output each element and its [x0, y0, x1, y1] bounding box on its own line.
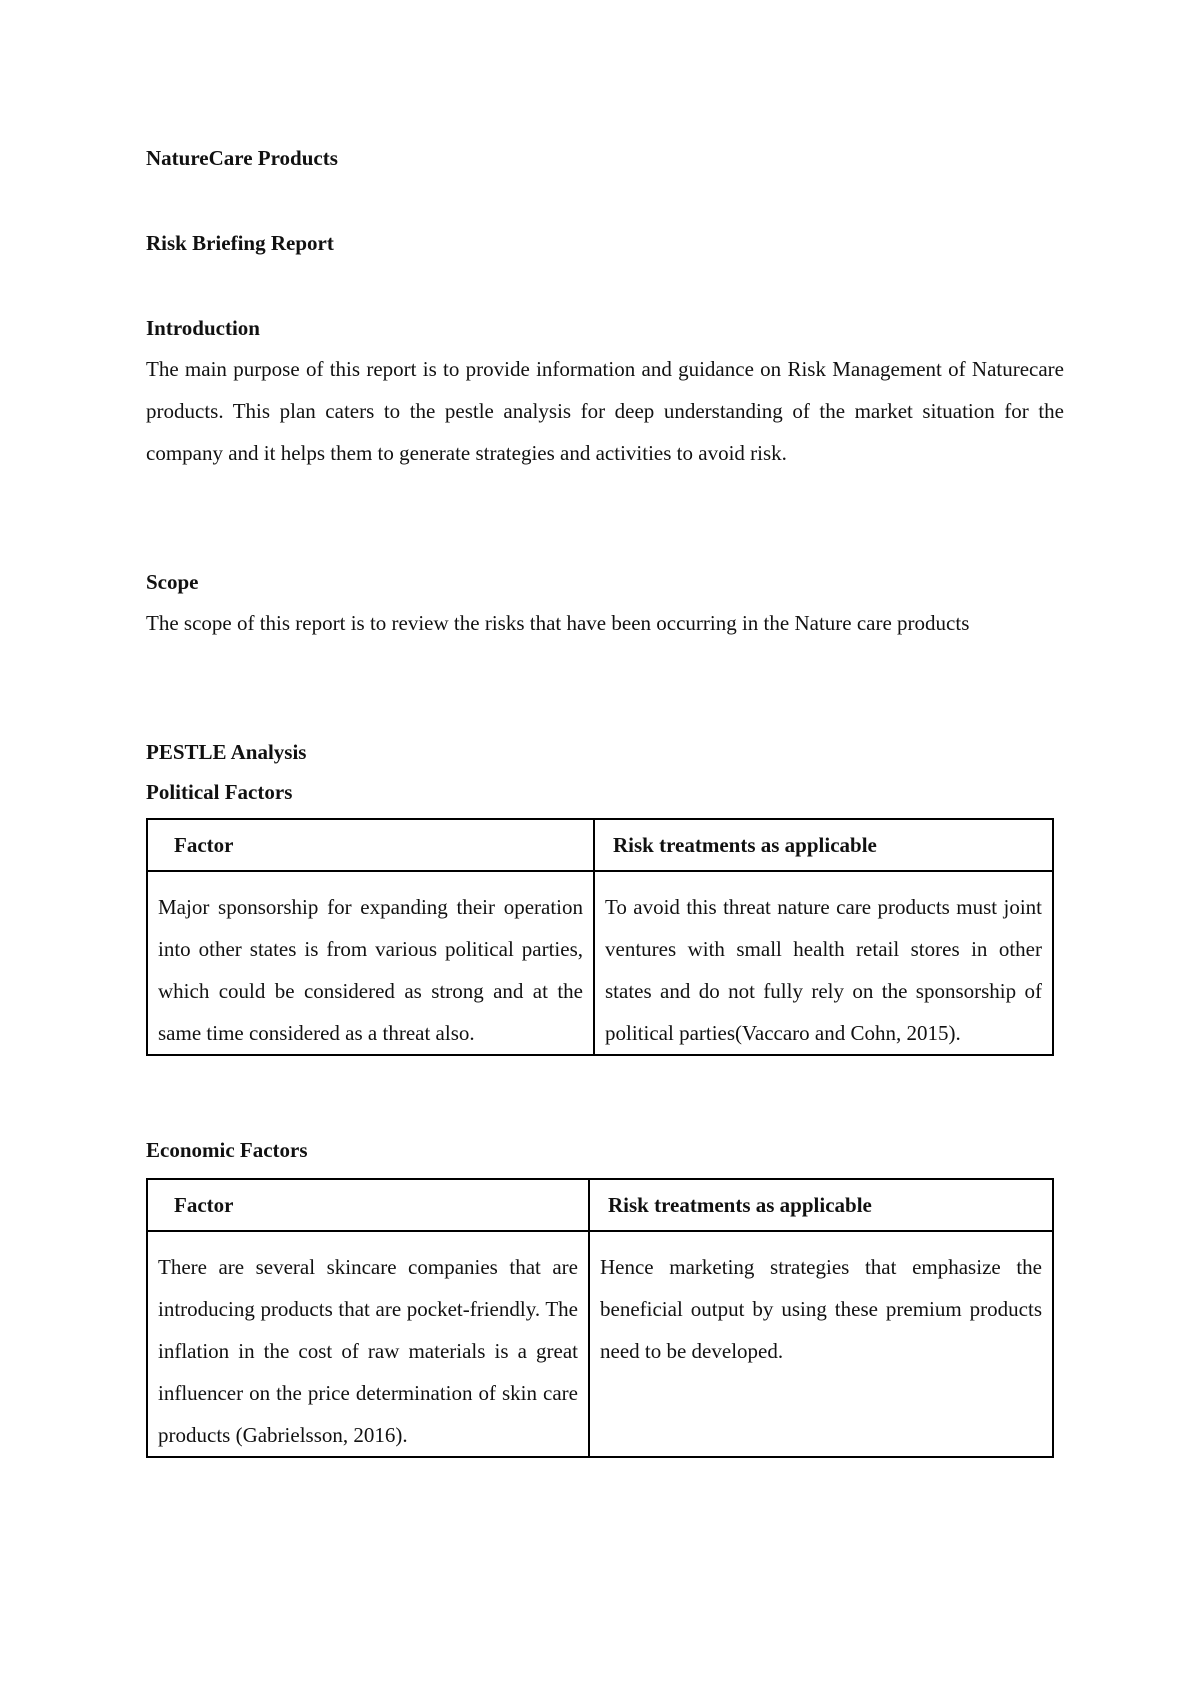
table-header-row — [147, 819, 1053, 871]
political-factors-table — [146, 818, 1054, 1056]
scope-section — [146, 562, 1064, 644]
economic-heading: Economic Factors — [146, 1138, 308, 1162]
pestle-heading: PESTLE Analysis — [146, 740, 307, 764]
economic-factors-table — [146, 1178, 1054, 1458]
table-header-row — [147, 1179, 1053, 1231]
column-header-risk-treatments: Risk treatments as applicable — [589, 1179, 1053, 1231]
column-header-factor: Factor — [147, 819, 594, 871]
scope-text: The scope of this report is to review the risks that have been occurring in the Nature care products — [146, 611, 970, 635]
column-header-factor: Factor — [147, 1179, 589, 1231]
table-row — [147, 1231, 1053, 1457]
economic-table-wrap — [146, 1178, 1064, 1458]
political-heading: Political Factors — [146, 780, 293, 804]
political-table-wrap — [146, 818, 1064, 1056]
company-title: NatureCare Products — [146, 146, 338, 170]
economic-factor-cell: There are several skincare companies that are introducing products that are pocket-friendly. The inflation in the cost of raw materials is a great influencer on the price determination of skin care products (Gabrielsson, 2016). — [147, 1231, 589, 1457]
political-factor-cell: Major sponsorship for expanding their operation into other states is from various political parties, which could be considered as strong and at the same time considered as a threat also. — [147, 871, 594, 1055]
political-treatment-cell: To avoid this threat nature care products must joint ventures with small health retail stores in other states and do not fully rely on the sponsorship of political parties(Vaccaro and Cohn, 2015). — [594, 871, 1053, 1055]
scope-heading: Scope — [146, 570, 199, 594]
economic-heading-wrap — [146, 1130, 1064, 1170]
column-header-risk-treatments: Risk treatments as applicable — [594, 819, 1053, 871]
economic-treatment-cell: Hence marketing strategies that emphasize the beneficial output by using these premium products need to be developed. — [589, 1231, 1053, 1457]
table-row — [147, 871, 1053, 1055]
introduction-heading: Introduction — [146, 316, 260, 340]
introduction-section — [146, 308, 1064, 474]
pestle-section — [146, 732, 1064, 812]
introduction-text: The main purpose of this report is to provide information and guidance on Risk Management of Naturecare products. This plan caters to the pestle analysis for deep understanding of the market situation for the company and it helps them to generate strategies and activities to avoid risk. — [146, 357, 1064, 465]
report-title: Risk Briefing Report — [146, 231, 334, 255]
